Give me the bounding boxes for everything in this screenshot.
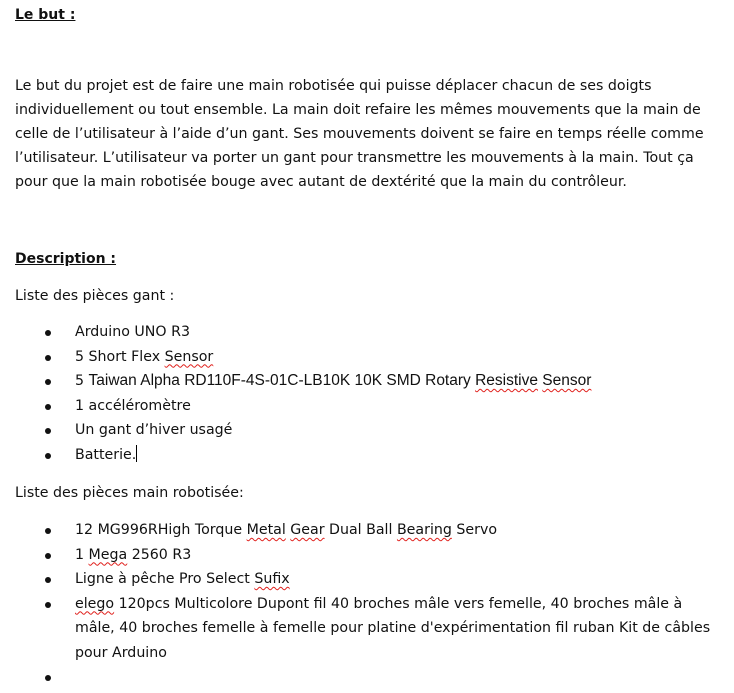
bullet-icon <box>45 675 51 681</box>
hand-list-label: Liste des pièces main robotisée: <box>15 485 244 501</box>
bullet-icon <box>45 528 51 534</box>
bullet-icon <box>45 404 51 410</box>
spellcheck-word: Bearing <box>396 522 452 538</box>
heading-description: Description : <box>15 251 117 267</box>
spellcheck-word: Resistive <box>475 372 538 389</box>
text-cursor <box>136 445 137 462</box>
glove-list-label: Liste des pièces gant : <box>15 288 175 304</box>
bullet-icon <box>45 602 51 608</box>
goal-paragraph: Le but du projet est de faire une main robotisée qui puisse déplacer chacun de ses doigts individuellement ou tout ensemble. La main doit refaire les mêmes mouvements que la main de celle de l’utilisateur à l’aide d’un gant. Ses mouvements doivent se faire en temps réelle comme l’utilisateur. L’utilisateur va porter un gant pour transmettre les mouvements à la main. Tout ça pour que la main robotisée bouge avec autant de dextérité que la main du contrôleur. <box>15 78 704 190</box>
bullet-icon <box>45 553 51 559</box>
spellcheck-word: Sensor <box>542 372 592 389</box>
list-item: 5 Taiwan Alpha RD110F-4S-01C-LB10K 10K SMD Rotary Resistive Sensor <box>0 369 715 394</box>
list-item: Un gant d’hiver usagé <box>0 418 715 443</box>
bullet-icon <box>45 379 51 385</box>
bullet-icon <box>45 577 51 583</box>
bullet-icon <box>45 453 51 459</box>
list-item: Batterie. <box>0 443 715 468</box>
list-item: Arduino UNO R3 <box>0 320 715 345</box>
spellcheck-word: Sufix <box>254 571 290 587</box>
list-item: 12 MG996RHigh Torque Metal Gear Dual Ball Bearing Servo <box>0 518 715 543</box>
list-item <box>0 665 715 690</box>
spellcheck-word: Mega <box>88 546 128 563</box>
spellcheck-word: Sensor <box>164 348 214 365</box>
hand-parts-list <box>0 518 715 690</box>
spellcheck-word: elego <box>75 595 115 612</box>
list-item: elego 120pcs Multicolore Dupont fil 40 broches mâle vers femelle, 40 broches mâle à mâle, 40 broches femelle à femelle pour platine d'expérimentation fil ruban Kit de câbles pour Arduino <box>0 592 715 666</box>
heading-goal: Le but : <box>15 7 76 23</box>
spellcheck-word: Metal <box>246 522 286 538</box>
bullet-icon <box>45 428 51 434</box>
list-item: 1 Mega 2560 R3 <box>0 543 715 568</box>
bullet-icon <box>45 330 51 336</box>
glove-parts-list <box>0 320 715 467</box>
spellcheck-word: Gear <box>290 522 325 538</box>
list-item: 5 Short Flex Sensor <box>0 345 715 370</box>
list-item: 1 accéléromètre <box>0 394 715 419</box>
list-item: Ligne à pêche Pro Select Sufix <box>0 567 715 592</box>
bullet-icon <box>45 355 51 361</box>
